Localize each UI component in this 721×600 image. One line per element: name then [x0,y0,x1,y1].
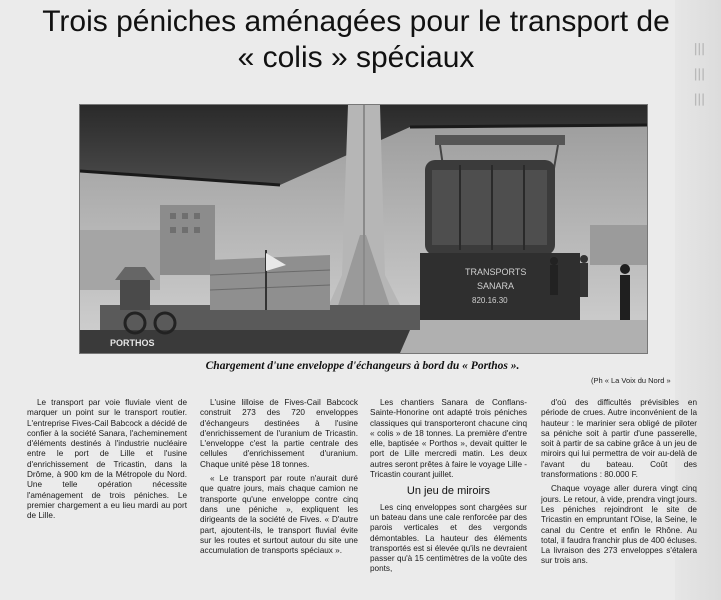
article-column-1 [27,398,187,526]
article-column-2 [200,398,358,560]
column4-paragraph-1: d'où des difficultés prévisibles en période de crues. Autre inconvénient de la hauteur : le marinier sera obligé de piloter sa péniche soit à partir d'une passerelle, soit à partir de sa cabine grâce à un jeu de miroirs qui lui permettra de voir au-delà de l'avant du bateau. Coût des transformations : 80.000 F. [541,398,697,480]
article-column-3 [370,398,527,579]
photo-barge-loading [79,104,648,354]
column2-paragraph-2: « Le transport par route n'aurait duré que quatre jours, mais chaque camion ne transporte qu'une enveloppe contre cinq dans une péniche », expliquent les dirigeants de la société de Fives. « D'autre part, ajoutent-ils, le transport fluvial évite sur les routes et surtout autour du site une accumulation de transports spéciaux ». [200,474,358,556]
photo-caption: Chargement d'une enveloppe d'échangeurs à bord du « Porthos ». [205,360,520,372]
photo-credit: (Ph « La Voix du Nord » [591,376,671,385]
column4-paragraph-2: Chaque voyage aller durera vingt cinq jours. Le retour, à vide, prendra vingt jours. Les péniches rejoindront le site de Tricastin en empruntant l'Oise, la Seine, le canal du Centre et enfin le Rhône. Au total, il faudra franchir plus de 400 écluses. La livraison des 273 enveloppes s'étalera sur trois ans. [541,484,697,566]
column2-paragraph-1: L'usine lilloise de Fives-Cail Babcock construit 273 des 720 enveloppes d'échangeurs destinées à l'usine d'enrichissement de l'uranium de Tricastin. L'enveloppe c'est la partie centrale des cellules d'enrichissement d'uranium. Chaque unité pèse 18 tonnes. [200,398,358,469]
headline: Trois péniches aménagées pour le transport de « colis » spéciaux [42,5,670,74]
article-subheading: Un jeu de miroirs [406,485,491,498]
container-text-phone: 820.16.30 [472,296,508,305]
column1-paragraph-1: Le transport par voie fluviale vient de marquer un point sur le transport routier. L'entreprise Fives-Cail Babcock a décidé de confier à la société Sanara, l'acheminement d'éléments destinés à l'industrie nucléaire entre le port de Lille et l'usine d'enrichissement de Tricastin, dans la Drôme, à 900 km de la Métropole du Nord. Une telle opération nécessite l'aménagement de trois péniches. Le premier chargement a eu lieu mardi au port de Lille. [27,398,187,521]
bleed-decoration: ≡ ≡ ≡ [685,40,714,107]
column3-paragraph-1: Les chantiers Sanara de Conflans-Sainte-Honorine ont adapté trois péniches classiques qui transporteront chacune cinq « colis » de 18 tonnes. La première d'entre elle, baptisée « Porthos », devait quitter le port de Lille mercredi matin. Les deux autres seront prêtes à faire le voyage Lille - Tricastin courant juillet. [370,398,528,480]
container-text-transports: TRANSPORTS [465,267,527,277]
article-column-4 [541,398,697,571]
column3-paragraph-2: Les cinq enveloppes sont chargées sur un bateau dans une cale renforcée par des parois verticales et des vergonds démontables. La hauteur des éléments transportés est si élevée qu'ils ne devraient passer qu'à 15 centimètres de la voûte des ponts, [370,502,527,574]
boat-name-text: PORTHOS [110,338,155,348]
container-text-sanara: SANARA [477,281,515,291]
